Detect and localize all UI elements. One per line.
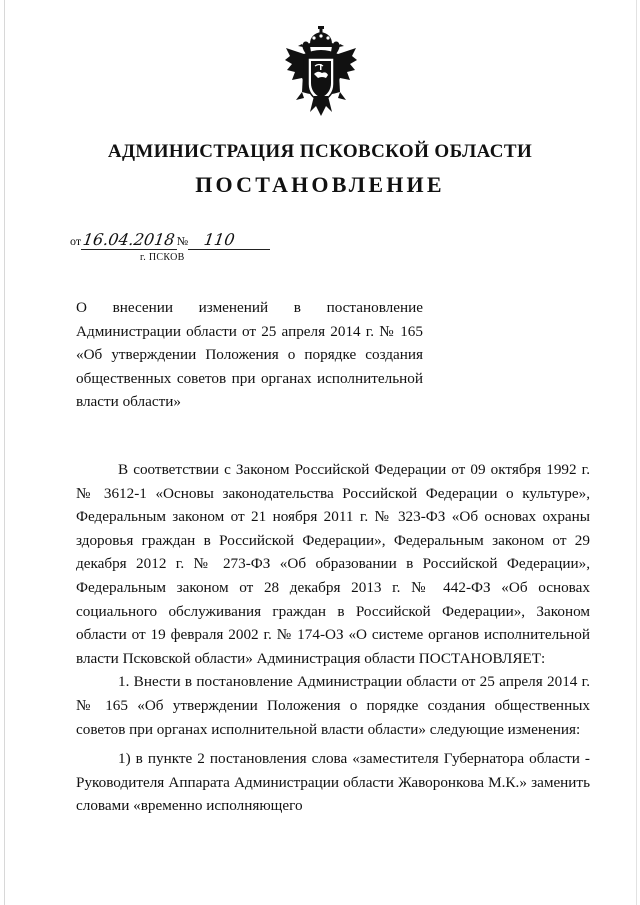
document-subject: О внесении изменений в постановление Администрации области от 25 апреля 2014 г. № 165 «Об утверждении Положения о порядке создания общественных советов при органах исполнительной власти области» [76,299,423,410]
number-prefix: № [176,234,189,248]
handwritten-date: 16.04.2018 [81,230,177,249]
scan-edge-left [4,0,5,905]
document-body [76,458,590,818]
item-1-1-paragraph: 1) в пункте 2 постановления слова «заместителя Губернатора области - Руководителя Аппарата Администрации области Жаворонкова М.К.» заменить словами «временно исполняющего [76,750,590,815]
organization-title: АДМИНИСТРАЦИЯ ПСКОВСКОЙ ОБЛАСТИ [107,141,533,162]
coat-of-arms-icon [284,26,358,118]
city-label: г. ПСКОВ [140,252,185,263]
item-1-paragraph: 1. Внести в постановление Администрации области от 25 апреля 2014 г. № 165 «Об утверждении Положения о порядке создания общественных советов при органах исполнительной власти области» следующие изменения: [76,673,590,738]
date-number-line [70,230,270,250]
date-prefix: от [70,234,82,248]
scan-edge-right [636,0,637,905]
document-type-title: ПОСТАНОВЛЕНИЕ [195,172,445,197]
handwritten-number: 110 [202,230,237,249]
preamble-paragraph: В соответствии с Законом Российской Федерации от 09 октября 1992 г. № 3612-1 «Основы законодательства Российской Федерации о культуре», Федеральным законом от 21 ноября 2011 г. № 323-ФЗ «Об основах охраны здоровья граждан в Российской Федерации», Федеральным законом от 29 декабря 2012 г. № 273-ФЗ «Об образовании в Российской Федерации», Федеральным законом от 28 декабря 2013 г. № 442-ФЗ «Об основах социального обслуживания граждан в Российской Федерации», Законом области от 19 февраля 2002 г. № 174-ОЗ «О системе органов исполнительной власти Псковской области» Администрация области ПОСТАНОВЛЯЕТ: [76,461,590,667]
